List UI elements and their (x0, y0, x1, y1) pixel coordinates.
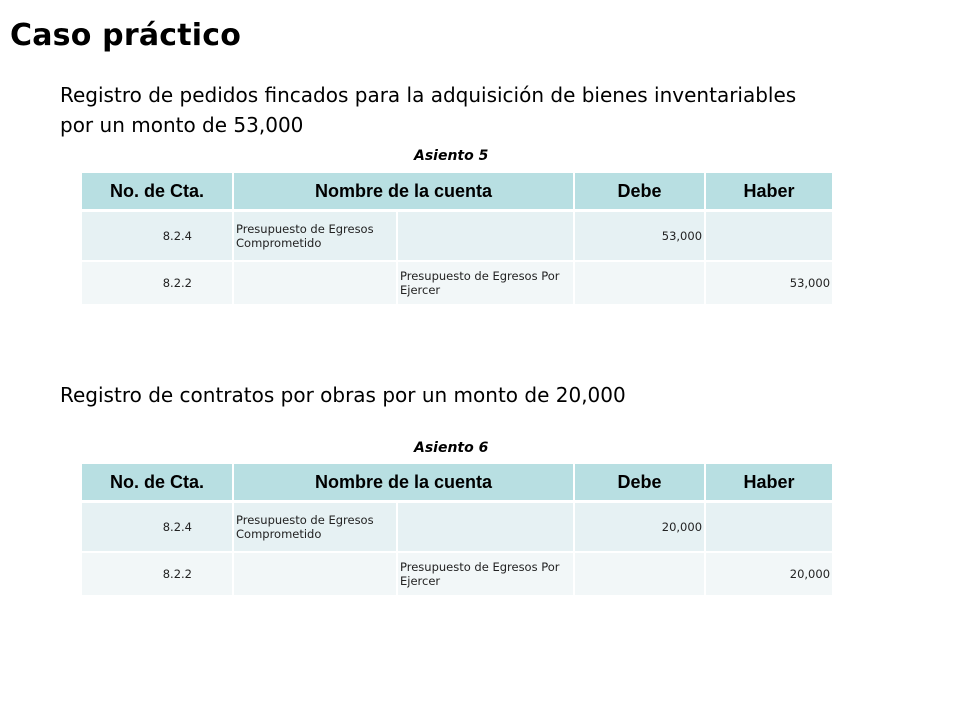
account-name-debit: Presupuesto de Egresos Comprometido (233, 502, 397, 553)
table-header-row (82, 173, 832, 211)
account-name-credit: Presupuesto de Egresos Por Ejercer (397, 261, 574, 305)
account-name-debit: Presupuesto de Egresos Comprometido (233, 211, 397, 262)
haber-amount: 53,000 (705, 261, 832, 305)
header-account-name: Nombre de la cuenta (233, 464, 574, 502)
account-name-debit (233, 552, 397, 596)
haber-amount (705, 211, 832, 262)
haber-amount: 20,000 (705, 552, 832, 596)
header-account-name: Nombre de la cuenta (233, 173, 574, 211)
account-name-debit (233, 261, 397, 305)
account-number: 8.2.2 (82, 261, 233, 305)
section-description: Registro de contratos por obras por un monto de 20,000 (60, 383, 626, 407)
table-row (82, 211, 832, 262)
account-name-credit (397, 502, 574, 553)
account-name-credit: Presupuesto de Egresos Por Ejercer (397, 552, 574, 596)
table-header-row (82, 464, 832, 502)
debe-amount: 53,000 (574, 211, 705, 262)
table-row (82, 552, 832, 596)
ledger-table (82, 173, 832, 306)
section-description: Registro de pedidos fincados para la adquisición de bienes inventariables por un monto de 53,000 (60, 83, 797, 137)
header-debe: Debe (574, 173, 705, 211)
haber-amount (705, 502, 832, 553)
debe-amount (574, 261, 705, 305)
table-row (82, 502, 832, 553)
table-row (82, 261, 832, 305)
header-haber: Haber (705, 464, 832, 502)
asiento-label: Asiento 5 (414, 148, 489, 164)
debe-amount: 20,000 (574, 502, 705, 553)
account-name-credit (397, 211, 574, 262)
account-number: 8.2.2 (82, 552, 233, 596)
account-number: 8.2.4 (82, 502, 233, 553)
page-title: Caso práctico (10, 18, 242, 53)
asiento-label: Asiento 6 (414, 440, 489, 456)
header-account-number: No. de Cta. (82, 173, 233, 211)
debe-amount (574, 552, 705, 596)
header-haber: Haber (705, 173, 832, 211)
header-debe: Debe (574, 464, 705, 502)
ledger-table (82, 464, 832, 597)
account-number: 8.2.4 (82, 211, 233, 262)
header-account-number: No. de Cta. (82, 464, 233, 502)
